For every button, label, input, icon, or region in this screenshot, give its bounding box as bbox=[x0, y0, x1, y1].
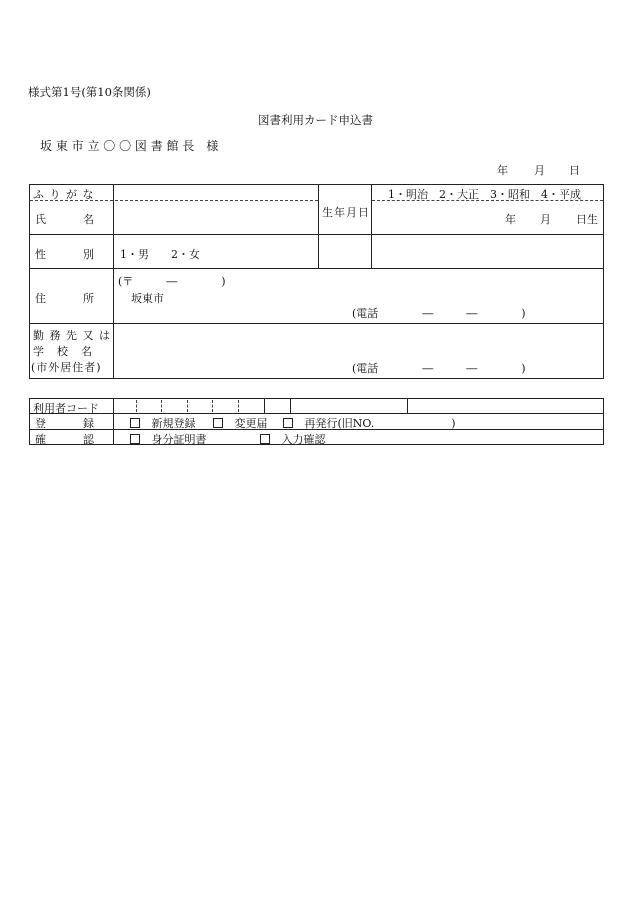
input-confirm-label: 入力確認 bbox=[281, 433, 326, 446]
address-phone[interactable]: (電話 ― ― ) bbox=[352, 307, 526, 320]
name-label: 氏 名 bbox=[35, 213, 95, 226]
address-city[interactable]: 坂東市 bbox=[131, 292, 164, 305]
checkbox-icon bbox=[130, 434, 140, 444]
workplace-label-line2: 学 校 名 bbox=[33, 345, 93, 358]
new-registration-checkbox[interactable] bbox=[130, 415, 196, 431]
user-code-field[interactable] bbox=[116, 400, 261, 412]
furigana-field[interactable] bbox=[120, 186, 314, 200]
reissue-label: 再発行(旧NO. ) bbox=[304, 417, 456, 430]
workplace-label-line1: 勤 務 先 又 は bbox=[33, 329, 111, 342]
date-month-label: 月 bbox=[534, 164, 545, 177]
date-year-label: 年 bbox=[497, 164, 508, 177]
checkbox-icon bbox=[283, 418, 293, 428]
gender-options[interactable]: 1・男 2・女 bbox=[120, 248, 200, 261]
change-notice-checkbox[interactable] bbox=[213, 415, 268, 431]
user-code-label: 利用者コード bbox=[33, 402, 99, 415]
workplace-label-line3: (市外居住者) bbox=[31, 361, 102, 374]
new-registration-label: 新規登録 bbox=[151, 417, 196, 430]
id-document-checkbox[interactable] bbox=[130, 431, 207, 447]
checkbox-icon bbox=[130, 418, 140, 428]
reissue-checkbox[interactable] bbox=[283, 415, 456, 431]
name-field[interactable] bbox=[120, 204, 314, 232]
gender-label: 性 別 bbox=[35, 248, 95, 261]
furigana-label: ふ り が な bbox=[33, 188, 95, 201]
checkbox-icon bbox=[260, 434, 270, 444]
address-label: 住 所 bbox=[35, 292, 95, 305]
birth-day-label: 日生 bbox=[576, 213, 598, 226]
confirm-label: 確 認 bbox=[35, 433, 95, 446]
id-document-label: 身分証明書 bbox=[151, 433, 207, 446]
form-number: 様式第1号(第10条関係) bbox=[28, 85, 151, 99]
input-confirm-checkbox[interactable] bbox=[260, 431, 326, 447]
birthdate-label: 生年月日 bbox=[322, 206, 370, 219]
era-options[interactable]: 1・明治 2・大正 3・昭和 4・平成 bbox=[388, 188, 581, 201]
birth-month-label: 月 bbox=[540, 213, 551, 226]
addressee: 坂 東 市 立 〇 〇 図 書 館 長 様 bbox=[40, 139, 219, 153]
workplace-phone[interactable]: (電話 ― ― ) bbox=[352, 362, 526, 375]
postal-code[interactable]: (〒 ― ) bbox=[118, 275, 226, 288]
date-day-label: 日 bbox=[569, 164, 580, 177]
birth-year-label: 年 bbox=[505, 213, 516, 226]
form-title: 図書利用カード申込書 bbox=[258, 113, 373, 127]
registration-label: 登 録 bbox=[35, 417, 95, 430]
change-notice-label: 変更届 bbox=[234, 417, 268, 430]
checkbox-icon bbox=[213, 418, 223, 428]
workplace-field[interactable] bbox=[120, 328, 598, 356]
